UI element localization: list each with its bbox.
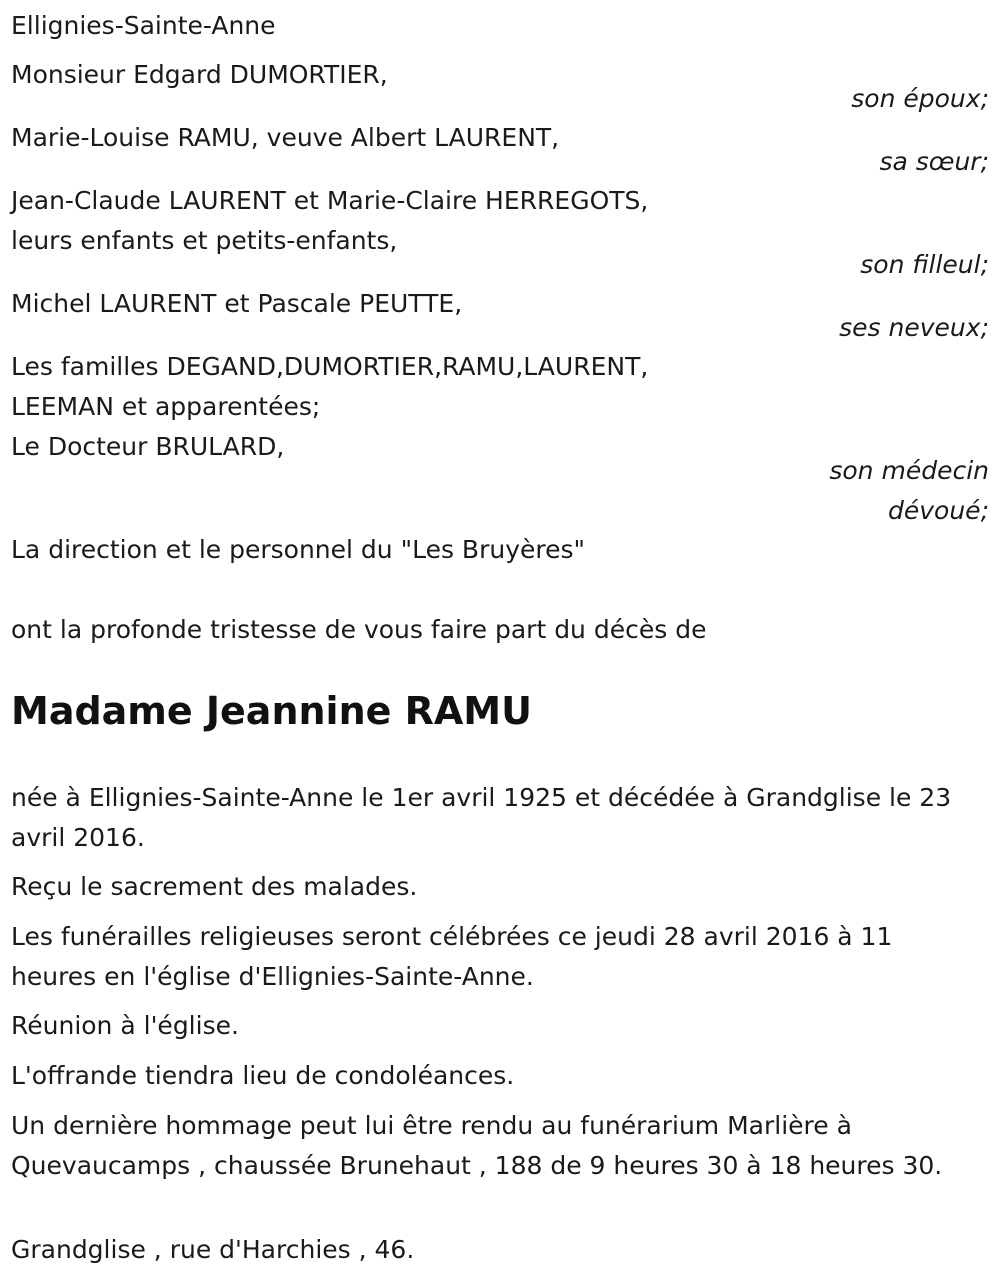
deceased-name: Madame Jeannine RAMU [11,689,532,733]
family-member-name: LEEMAN et apparentées; [11,392,321,421]
detail-line: Quevaucamps , chaussée Brunehaut , 188 de 9 heures 30 à 18 heures 30. [11,1151,943,1180]
family-member-name: Marie-Louise RAMU, veuve Albert LAURENT, [11,123,560,152]
address-line: Grandglise , rue d'Harchies , 46. [11,1235,415,1264]
detail-line: avril 2016. [11,823,145,852]
detail-line: née à Ellignies-Sainte-Anne le 1er avril 1925 et décédée à Grandglise le 23 [11,783,952,812]
family-member-role: son médecin [829,456,989,485]
family-member-role: sa sœur; [879,147,989,176]
family-member-name: Michel LAURENT et Pascale PEUTTE, [11,289,463,318]
family-member-role: son époux; [851,84,989,113]
family-member-role: ses neveux; [839,313,989,342]
detail-line: Les funérailles religieuses seront célébrées ce jeudi 28 avril 2016 à 11 [11,922,893,951]
family-member-name: La direction et le personnel du "Les Bruyères" [11,535,585,564]
family-member-name: Le Docteur BRULARD, [11,432,285,461]
detail-line: L'offrande tiendra lieu de condoléances. [11,1061,515,1090]
family-member-name: Monsieur Edgard DUMORTIER, [11,60,388,89]
family-member-role: dévoué; [888,496,989,525]
detail-line: Reçu le sacrement des malades. [11,872,418,901]
detail-line: Réunion à l'église. [11,1011,239,1040]
family-member-name: leurs enfants et petits-enfants, [11,226,398,255]
family-member-name: Jean-Claude LAURENT et Marie-Claire HERREGOTS, [11,186,649,215]
family-member-name: Les familles DEGAND,DUMORTIER,RAMU,LAURENT, [11,352,649,381]
detail-line: Un dernière hommage peut lui être rendu au funérarium Marlière à [11,1111,852,1140]
location-header: Ellignies-Sainte-Anne [11,11,276,40]
family-member-role: son filleul; [860,250,989,279]
announcement-text: ont la profonde tristesse de vous faire part du décès de [11,615,707,644]
detail-line: heures en l'église d'Ellignies-Sainte-Anne. [11,962,534,991]
